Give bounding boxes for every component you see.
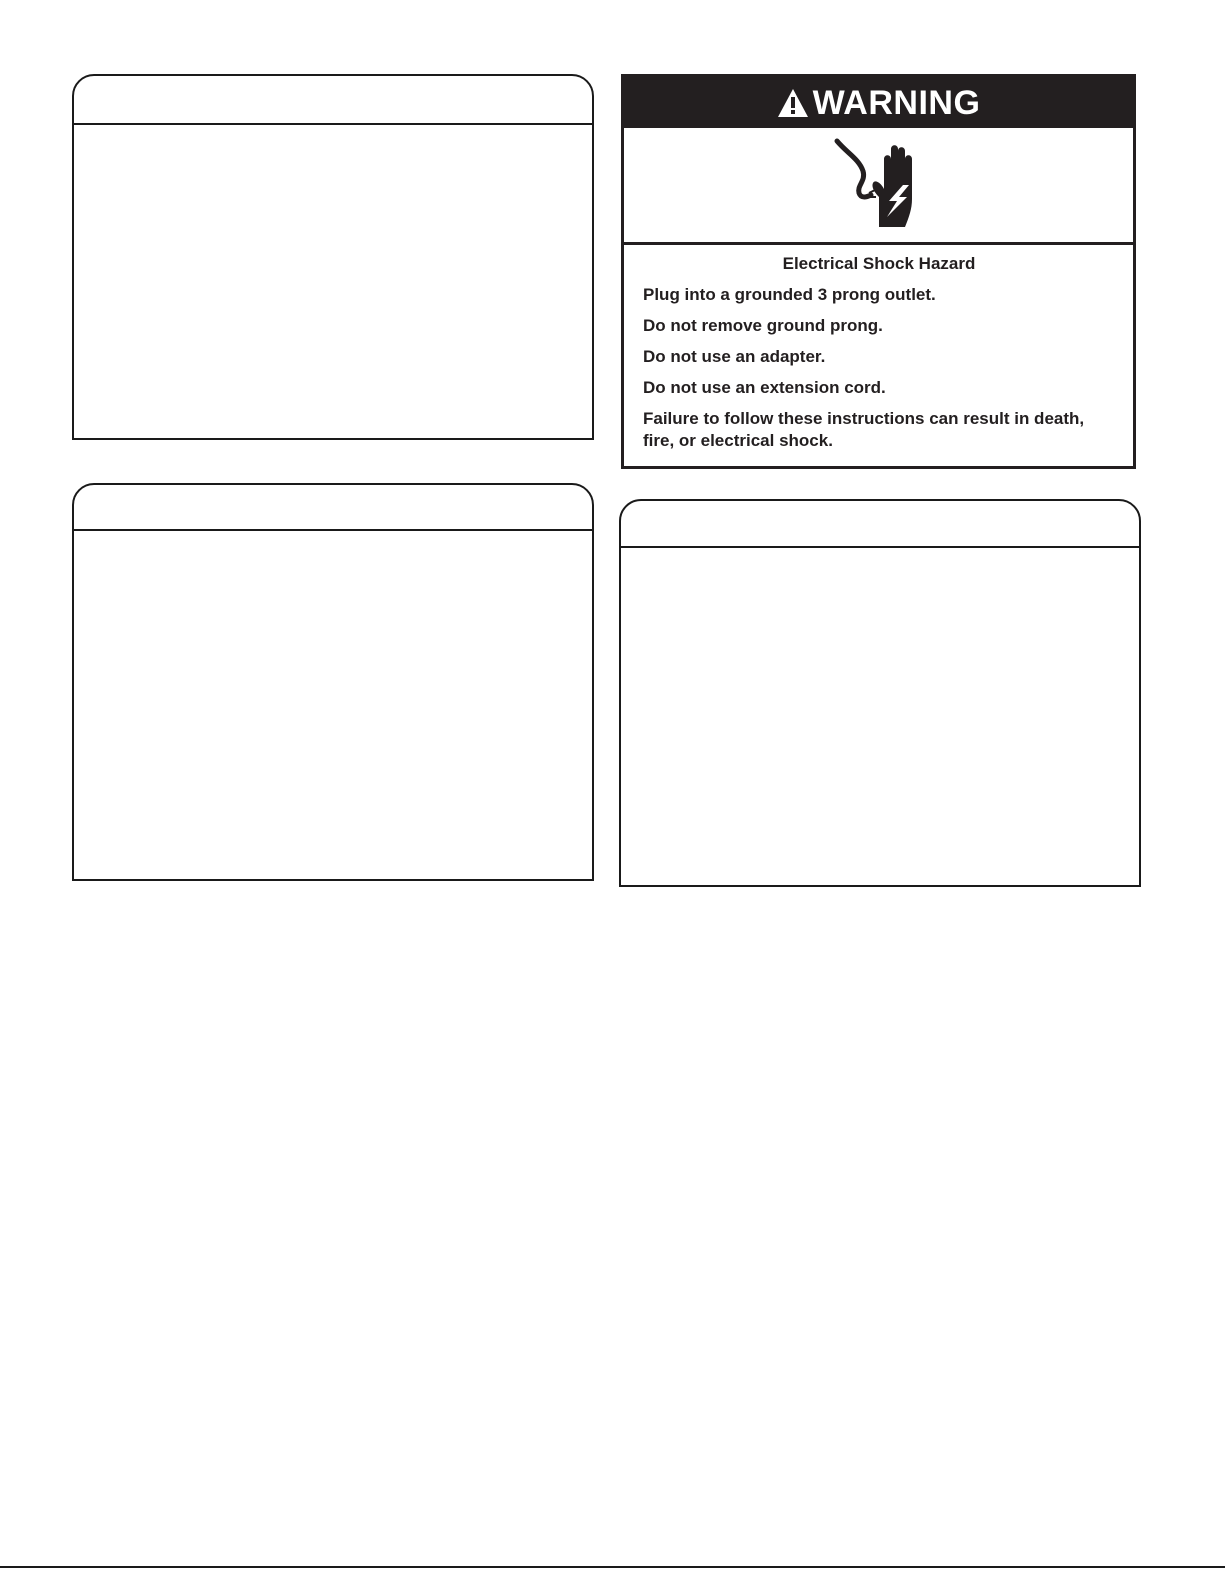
warning-pictogram-row (624, 128, 1133, 245)
footer-divider (0, 1566, 1225, 1568)
empty-tab-box-bottom-left (72, 483, 594, 881)
warning-line-grounded-outlet: Plug into a grounded 3 prong outlet. (643, 285, 936, 304)
warning-header (624, 77, 1133, 128)
warning-line-failure-consequence: Failure to follow these instructions can result in death, fire, or electrical shock. (643, 409, 1085, 450)
empty-tab-box-bottom-right (619, 499, 1141, 887)
warning-line-extension-cord: Do not use an extension cord. (643, 378, 886, 397)
warning-body (624, 245, 1133, 452)
tab-box-header (74, 485, 592, 531)
warning-title: WARNING (812, 83, 981, 122)
warning-box (621, 74, 1136, 469)
warning-triangle-icon (777, 88, 809, 118)
warning-line-adapter: Do not use an adapter. (643, 347, 826, 366)
warning-subtitle: Electrical Shock Hazard (782, 254, 976, 273)
tab-box-header (621, 501, 1139, 548)
tab-box-header (74, 76, 592, 125)
warning-line-ground-prong: Do not remove ground prong. (643, 316, 883, 335)
electrical-shock-hand-icon (829, 137, 929, 234)
empty-tab-box-top-left (72, 74, 594, 440)
